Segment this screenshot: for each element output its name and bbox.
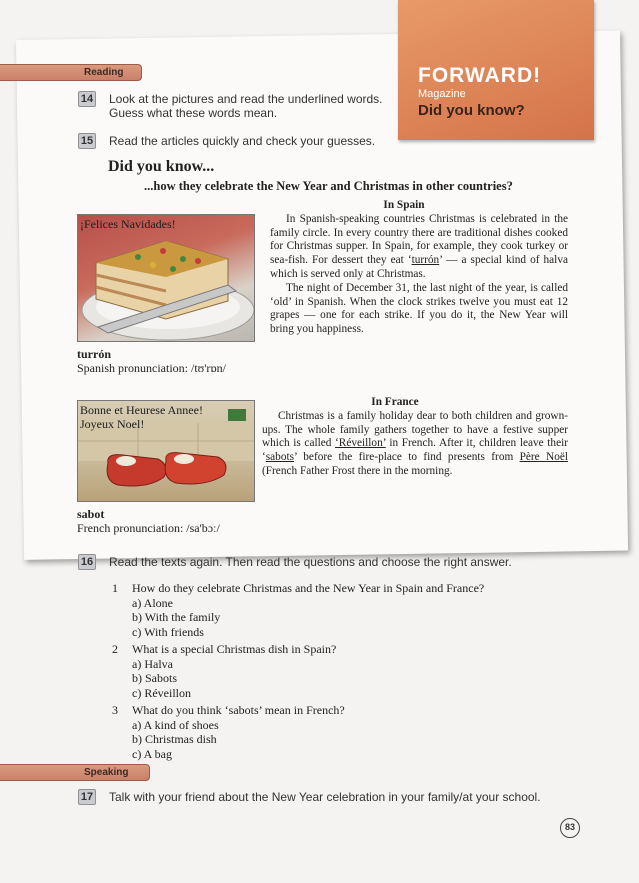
question-3 — [112, 703, 345, 761]
france-paragraph — [262, 410, 568, 479]
sabots-underlined-word: sabots — [265, 451, 295, 464]
magazine-title: FORWARD! — [418, 64, 542, 87]
sabots-photo-caption-1: Bonne et Heurese Annee! — [80, 403, 203, 417]
task-16-text: Read the texts again. Then read the questions and choose the right answer. — [109, 555, 512, 569]
spain-p1-a: In Spanish-speaking countries Christmas is celebrated in the family circle. In every country there are traditional dishes cooked for Christmas supper. In Spain, for example, they cook turkey or sea-fish. For dessert they eat ‘ — [270, 212, 568, 267]
spain-paragraph-1 — [270, 213, 568, 282]
section-tab-label: Speaking — [84, 767, 129, 778]
reveillon-underlined-word: ‘Réveillon’ — [335, 437, 386, 450]
answer-option[interactable]: c) Réveillon — [132, 685, 191, 700]
question-number: 2 — [112, 642, 118, 656]
answer-option[interactable]: c) With friends — [132, 624, 204, 639]
france-p-b: in French. After it, children leave their ‘ — [262, 437, 568, 464]
sabots-photo — [77, 400, 255, 502]
task-14-line-2: Guess what these words mean. — [109, 106, 278, 120]
article-spain — [270, 199, 568, 337]
turron-photo — [77, 214, 255, 342]
task-number-17: 17 — [78, 789, 96, 805]
turron-pronunciation: Spanish pronunciation: /tʊ'rɒn/ — [77, 361, 227, 375]
answer-option[interactable]: a) Halva — [132, 656, 173, 671]
question-number: 3 — [112, 703, 118, 717]
spain-paragraph-2: The night of December 31, the last night of the year, is called ‘old’ in Spanish. When the clock strikes twelve you must eat 12 grapes — one for each strike. If you do it, the New Year will bring you happiness. — [270, 281, 568, 336]
france-p-a: Christmas is a family holiday dear to both children and grown-ups. The whole family gathers together to have a festive supper which is called — [262, 409, 568, 450]
spain-heading: In Spain — [383, 199, 425, 211]
france-heading: In France — [371, 396, 419, 408]
turron-underlined-word: turrón — [411, 254, 440, 267]
section-tab-label: Reading — [84, 67, 124, 78]
article-subheading: ...how they celebrate the New Year and Christmas in other countries? — [144, 179, 513, 193]
pere-noel-underlined-word: Père Noël — [519, 451, 568, 464]
task-15-text: Read the articles quickly and check your guesses. — [109, 134, 376, 148]
france-p-d: (French Father Frost there in the morning. — [262, 464, 453, 477]
article-france — [262, 396, 568, 479]
answer-option[interactable]: a) A kind of shoes — [132, 717, 219, 732]
answer-option[interactable]: b) Christmas dish — [132, 732, 217, 746]
question-2 — [112, 642, 336, 700]
task-number-16: 16 — [78, 554, 96, 570]
page-number: 83 — [560, 818, 580, 838]
turron-illustration — [78, 215, 254, 341]
sabot-word: sabot — [77, 507, 105, 521]
magazine-subtitle: Magazine — [418, 88, 466, 100]
sabot-pronunciation: French pronunciation: /sa'bɔː/ — [77, 521, 220, 535]
task-number-14: 14 — [78, 91, 96, 107]
question-number: 1 — [112, 581, 118, 595]
answer-option[interactable]: c) A bag — [132, 746, 172, 761]
task-number-15: 15 — [78, 133, 96, 149]
question-1 — [112, 581, 484, 639]
task-17-text: Talk with your friend about the New Year celebration in your family/at your school. — [109, 790, 541, 804]
section-tab-speaking — [0, 764, 150, 781]
question-text: How do they celebrate Christmas and the New Year in Spain and France? — [132, 581, 485, 595]
task-14-text — [109, 92, 383, 120]
magazine-tagline: Did you know? — [418, 102, 525, 119]
magazine-badge — [398, 0, 594, 140]
answer-option[interactable]: a) Alone — [132, 595, 173, 610]
france-p-c: ’ before the fire-place to find presents from — [294, 451, 520, 464]
task-14-line-1: Look at the pictures and read the underlined words. — [109, 92, 383, 106]
article-heading: Did you know... — [108, 158, 215, 175]
turron-photo-caption: ¡Felices Navidades! — [80, 217, 176, 231]
answer-option[interactable]: b) Sabots — [132, 671, 177, 685]
turron-word: turrón — [77, 347, 111, 361]
sabots-photo-caption-2: Joyeux Noel! — [80, 417, 145, 431]
question-text: What do you think ‘sabots’ mean in French? — [132, 703, 345, 717]
section-tab-reading — [0, 64, 142, 81]
spain-p1-b: ’ — a special kind of halva which is served only at Christmas. — [270, 254, 568, 280]
question-text: What is a special Christmas dish in Spain? — [132, 642, 337, 656]
answer-option[interactable]: b) With the family — [132, 610, 221, 624]
